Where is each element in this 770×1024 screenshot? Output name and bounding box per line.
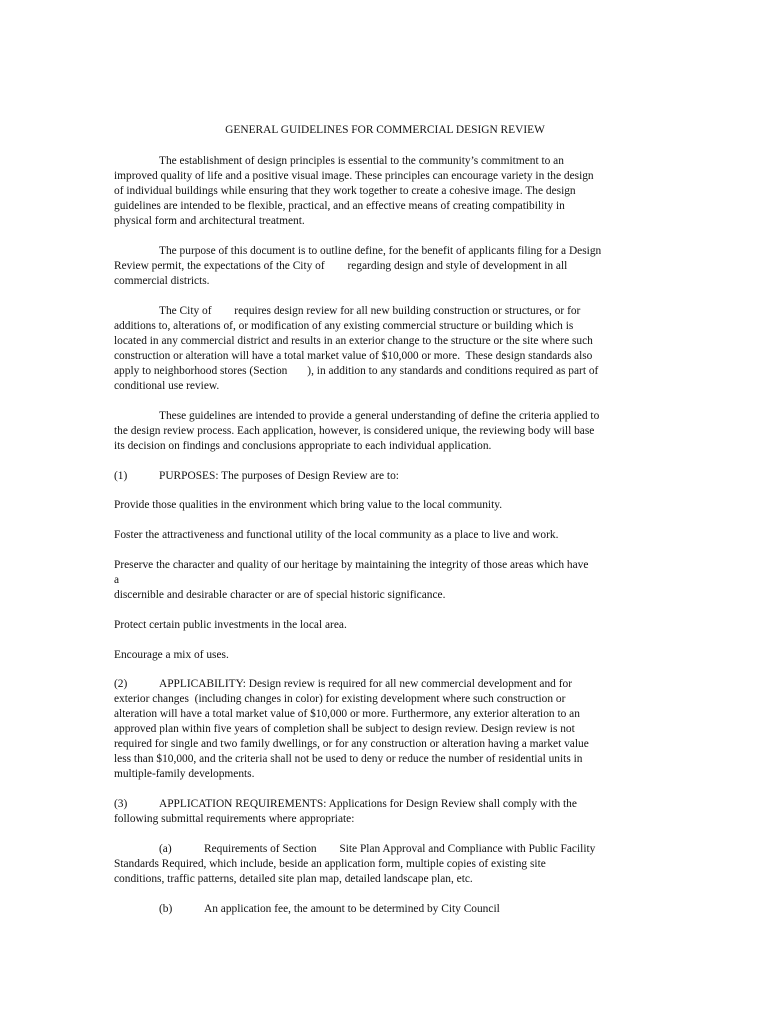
subsection-a-label: (a) — [159, 843, 172, 855]
intro-p2-line: Review permit, the expectations of the City of regarding design and style of development in all — [114, 260, 568, 272]
intro-p3-line: conditional use review. — [114, 380, 220, 392]
intro-p2-line: commercial districts. — [114, 275, 210, 287]
intro-p4-line: These guidelines are intended to provide a general understanding of define the criteria applied to — [159, 410, 600, 422]
section-2-line: APPLICABILITY: Design review is required for all new commercial development and for — [159, 678, 573, 690]
section-3-line: APPLICATION REQUIREMENTS: Applications for Design Review shall comply with the — [159, 798, 577, 810]
subsection-a-line: Standards Required, which include, beside an application form, multiple copies of existing site — [114, 858, 546, 870]
section-2-line: approved plan within five years of completion shall be subject to design review. Design review is not — [114, 723, 575, 735]
subsection-a-line: conditions, traffic patterns, detailed site plan map, detailed landscape plan, etc. — [114, 873, 473, 885]
intro-p1-line: The establishment of design principles is essential to the community’s commitment to an — [159, 155, 564, 167]
subsection-b-text: An application fee, the amount to be determined by City Council — [204, 903, 500, 915]
intro-p1-line: physical form and architectural treatment. — [114, 215, 305, 227]
section-2-line: less than $10,000, and the criteria shall not be used to deny or reduce the number of residential units in — [114, 753, 583, 765]
intro-p4-line: the design review process. Each application, however, is considered unique, the reviewing body will base — [114, 425, 595, 437]
intro-p1-line: of individual buildings while ensuring that they work together to create a cohesive image. The design — [114, 185, 576, 197]
intro-p1-line: improved quality of life and a positive visual image. These principles can encourage variety in the design — [114, 170, 594, 182]
purpose-item: Encourage a mix of uses. — [114, 649, 229, 661]
section-3-number: (3) — [114, 798, 128, 810]
intro-p2-line: The purpose of this document is to outline define, for the benefit of applicants filing for a Design — [159, 245, 602, 257]
purpose-item: Protect certain public investments in the local area. — [114, 619, 347, 631]
section-1-heading: PURPOSES: The purposes of Design Review are to: — [159, 470, 399, 482]
section-1-number: (1) — [114, 470, 128, 482]
intro-p3-line: The City of requires design review for all new building construction or structures, or for — [159, 305, 581, 317]
intro-p1-line: guidelines are intended to be flexible, practical, and an effective means of creating compatibility in — [114, 200, 565, 212]
intro-p3-line: construction or alteration will have a total market value of $10,000 or more. These design standards also — [114, 350, 593, 362]
section-2-line: exterior changes (including changes in color) for existing development where such construction or — [114, 693, 566, 705]
intro-p3-line: located in any commercial district and results in an exterior change to the structure or the site where such — [114, 335, 593, 347]
purpose-item: Preserve the character and quality of our heritage by maintaining the integrity of those areas which have — [114, 559, 589, 571]
purpose-item: discernible and desirable character or are of special historic significance. — [114, 589, 446, 601]
document-title: GENERAL GUIDELINES FOR COMMERCIAL DESIGN REVIEW — [225, 124, 545, 136]
section-2-number: (2) — [114, 678, 128, 690]
intro-p3-line: apply to neighborhood stores (Section ), in addition to any standards and conditions required as part of — [114, 365, 599, 377]
intro-p4-line: its decision on findings and conclusions appropriate to each individual application. — [114, 440, 492, 452]
section-3-line: following submittal requirements where appropriate: — [114, 813, 355, 825]
subsection-a-line: Requirements of Section Site Plan Approval and Compliance with Public Facility — [204, 843, 596, 855]
intro-p3-line: additions to, alterations of, or modification of any existing commercial structure or building which is — [114, 320, 574, 332]
purpose-item: Foster the attractiveness and functional utility of the local community as a place to live and work. — [114, 529, 559, 541]
section-2-line: alteration will have a total market value of $10,000 or more. Furthermore, any exterior alteration to an — [114, 708, 580, 720]
purpose-item: a — [114, 574, 120, 586]
section-2-line: required for single and two family dwellings, or for any construction or alteration having a market value — [114, 738, 589, 750]
purpose-item: Provide those qualities in the environment which bring value to the local community. — [114, 499, 503, 511]
section-2-line: multiple-family developments. — [114, 768, 255, 780]
subsection-b-label: (b) — [159, 903, 173, 915]
